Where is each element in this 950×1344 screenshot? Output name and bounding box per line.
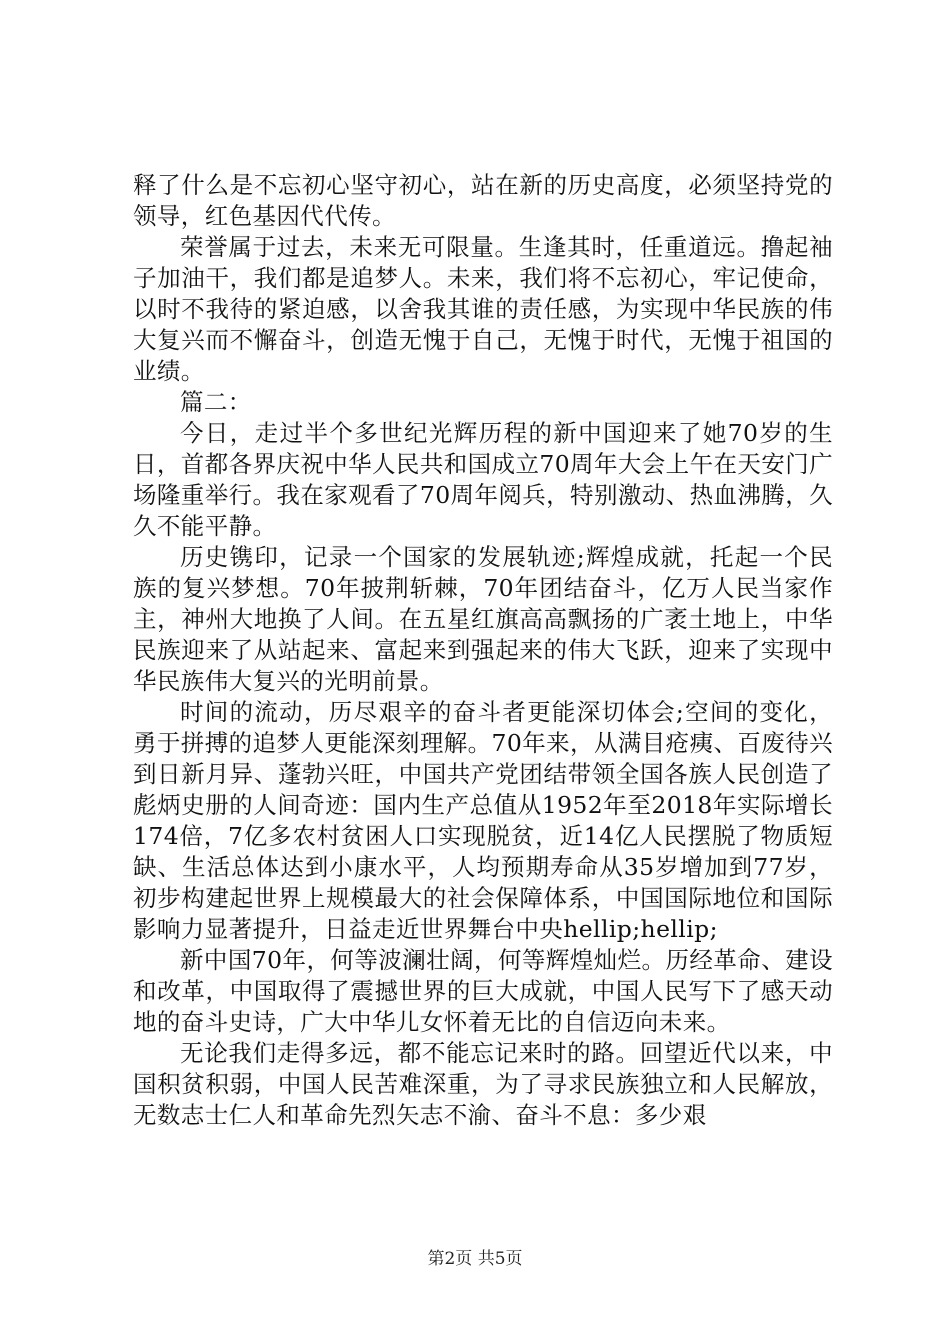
paragraph-5: 时间的流动，历尽艰辛的奋斗者更能深切体会;空间的变化，勇于拼搏的追梦人更能深刻理解。70年来，从满目疮痍、百废待兴到日新月异、蓬勃兴旺，中国共产党团结带领全国各族人民创造了彪炳史册的人间奇迹：国内生产总值从1952年至2018年实际增长174倍，7亿多农村贫困人口实现脱贫，近14亿人民摆脱了物质短缺、生活总体达到小康水平，人均预期寿命从35岁增加到77岁，初步构建起世界上规模最大的社会保障体系，中国国际地位和国际影响力显著提升，日益走近世界舞台中央hellip;hellip; xyxy=(133,698,833,943)
paragraph-6: 新中国70年，何等波澜壮阔，何等辉煌灿烂。历经革命、建设和改革，中国取得了震撼世界的巨大成就，中国人民写下了感天动地的奋斗史诗，广大中华儿女怀着无比的自信迈向未来。 xyxy=(133,946,833,1036)
paragraph-3: 今日，走过半个多世纪光辉历程的新中国迎来了她70岁的生日，首都各界庆祝中华人民共和国成立70周年大会上午在天安门广场隆重举行。我在家观看了70周年阅兵，特别激动、热血沸腾，久久不能平静。 xyxy=(133,419,833,540)
paragraph-2: 荣誉属于过去，未来无可限量。生逢其时，任重道远。撸起袖子加油干，我们都是追梦人。未来，我们将不忘初心，牢记使命，以时不我待的紧迫感，以舍我其谁的责任感，为实现中华民族的伟大复兴而不懈奋斗，创造无愧于自己，无愧于时代，无愧于祖国的业绩。 xyxy=(133,233,833,385)
paragraph-1: 释了什么是不忘初心坚守初心，站在新的历史高度，必须坚持党的领导，红色基因代代传。 xyxy=(133,171,833,230)
document-body xyxy=(133,170,833,1131)
paragraph-7: 无论我们走得多远，都不能忘记来时的路。回望近代以来，中国积贫积弱，中国人民苦难深重，为了寻求民族独立和人民解放，无数志士仁人和革命先烈矢志不渝、奋斗不息：多少艰 xyxy=(133,1039,833,1129)
section-heading: 篇二： xyxy=(180,388,252,416)
paragraph-4: 历史镌印，记录一个国家的发展轨迹;辉煌成就，托起一个民族的复兴梦想。70年披荆斩棘，70年团结奋斗，亿万人民当家作主，神州大地换了人间。在五星红旗高高飘扬的广袤土地上，中华民族迎来了从站起来、富起来到强起来的伟大飞跃，迎来了实现中华民族伟大复兴的光明前景。 xyxy=(133,543,833,695)
page-number-footer: 第2页 共5页 xyxy=(427,1249,523,1269)
